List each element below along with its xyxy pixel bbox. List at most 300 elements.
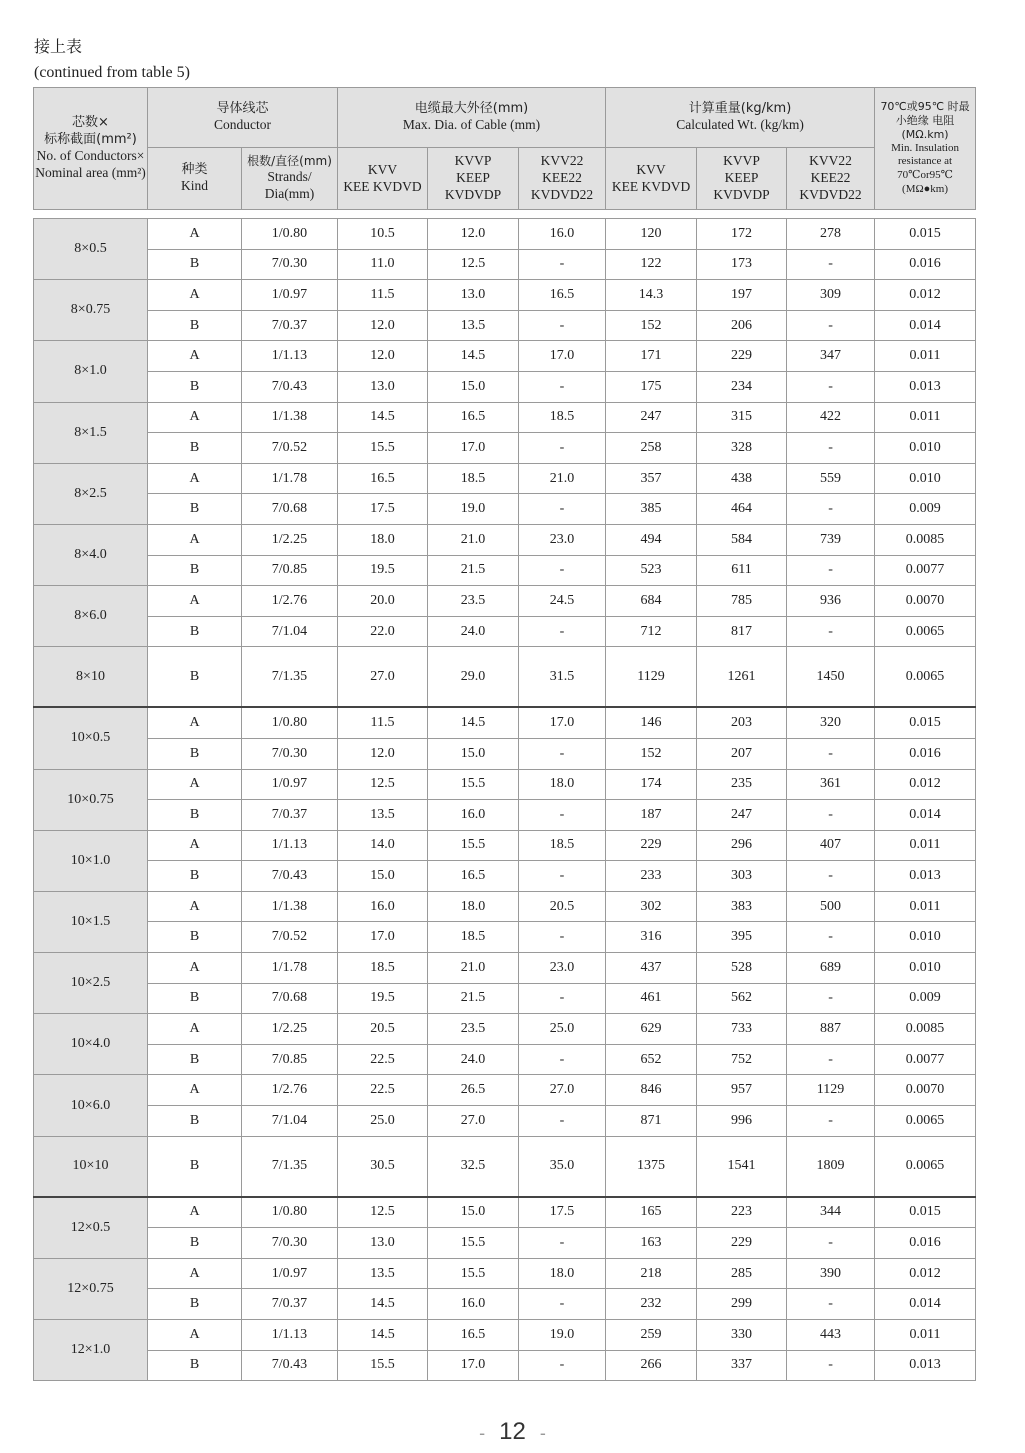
cell-w3: - — [787, 1044, 875, 1075]
cell-d2: 12.0 — [428, 219, 519, 250]
cell-d2: 15.5 — [428, 769, 519, 800]
table-row — [34, 616, 976, 647]
cell-kind: A — [148, 341, 242, 372]
header-spec-cn2: 标称截面(mm²) — [44, 131, 137, 147]
cell-strands: 1/1.13 — [242, 830, 338, 861]
cell-w3: 422 — [787, 402, 875, 433]
cell-strands: 1/2.25 — [242, 524, 338, 555]
col-label: KVDVD22 — [530, 186, 594, 202]
cell-d3: 18.0 — [519, 1258, 606, 1289]
table-row — [34, 463, 976, 494]
table-row — [34, 1136, 976, 1197]
cell-w2: 733 — [697, 1014, 787, 1045]
cell-strands: 7/1.04 — [242, 616, 338, 647]
header-spec-en: No. of Conductors× Nominal area (mm²) — [35, 147, 146, 180]
cell-d2: 23.5 — [428, 586, 519, 617]
cell-kind: A — [148, 953, 242, 984]
cell-kind: A — [148, 1075, 242, 1106]
cell-w2: 285 — [697, 1258, 787, 1289]
cell-r: 0.0085 — [875, 1014, 976, 1045]
col-label: KEE KVDVD — [343, 178, 422, 194]
cell-strands: 7/0.43 — [242, 371, 338, 402]
cell-w2: 395 — [697, 922, 787, 953]
table-row — [34, 555, 976, 586]
cell-w1: 259 — [606, 1320, 697, 1351]
cell-w1: 165 — [606, 1197, 697, 1228]
cell-w3: 689 — [787, 953, 875, 984]
cell-kind: B — [148, 800, 242, 831]
cell-w2: 438 — [697, 463, 787, 494]
col-label: KEEP — [724, 170, 759, 186]
cell-w1: 229 — [606, 830, 697, 861]
cell-strands: 7/0.30 — [242, 1228, 338, 1259]
cell-kind: A — [148, 1258, 242, 1289]
cell-r: 0.015 — [875, 707, 976, 738]
col-label: KEE KVDVD — [611, 178, 691, 194]
header-strands-en: Strands/ Dia(mm) — [264, 169, 315, 201]
cell-strands: 7/0.37 — [242, 1289, 338, 1320]
table-body — [34, 219, 976, 1381]
cell-d3: - — [519, 249, 606, 280]
table-row — [34, 1197, 976, 1228]
cell-d2: 14.5 — [428, 707, 519, 738]
spec-cell: 12×0.5 — [34, 1197, 148, 1259]
cell-w3: 559 — [787, 463, 875, 494]
cell-d2: 21.0 — [428, 524, 519, 555]
cell-w3: - — [787, 371, 875, 402]
header-max-dia-en: Max. Dia. of Cable (mm) — [402, 117, 541, 133]
cell-kind: B — [148, 310, 242, 341]
cell-kind: A — [148, 707, 242, 738]
cell-w3: 887 — [787, 1014, 875, 1045]
cell-d1: 27.0 — [338, 647, 428, 708]
cell-kind: B — [148, 1228, 242, 1259]
page-heading-cn: 接上表 — [34, 37, 83, 56]
col-label: KVDVDP — [444, 186, 502, 202]
cell-r: 0.009 — [875, 983, 976, 1014]
cell-r: 0.0085 — [875, 524, 976, 555]
header-spec-cn: 芯数× — [72, 115, 109, 131]
cell-kind: A — [148, 1320, 242, 1351]
table-row — [34, 953, 976, 984]
table-row — [34, 219, 976, 250]
cell-w1: 357 — [606, 463, 697, 494]
table-row — [34, 769, 976, 800]
cell-d3: 23.0 — [519, 524, 606, 555]
cell-r: 0.014 — [875, 1289, 976, 1320]
cell-d3: - — [519, 738, 606, 769]
cell-kind: B — [148, 433, 242, 464]
cell-d2: 32.5 — [428, 1136, 519, 1197]
cell-w2: 247 — [697, 800, 787, 831]
cell-strands: 7/0.30 — [242, 738, 338, 769]
header-strands — [242, 148, 338, 210]
cell-d3: 18.5 — [519, 830, 606, 861]
col-label: KVV — [367, 161, 398, 177]
cell-w3: - — [787, 983, 875, 1014]
cell-w3: 347 — [787, 341, 875, 372]
header-wt-kvv22 — [787, 148, 875, 210]
cell-d1: 16.0 — [338, 891, 428, 922]
cell-w2: 235 — [697, 769, 787, 800]
cell-w3: - — [787, 1350, 875, 1381]
cell-kind: B — [148, 922, 242, 953]
cell-kind: B — [148, 647, 242, 708]
table-row — [34, 1228, 976, 1259]
cell-w3: - — [787, 616, 875, 647]
table-row — [34, 1044, 976, 1075]
cell-w1: 302 — [606, 891, 697, 922]
cell-w2: 234 — [697, 371, 787, 402]
table-row — [34, 371, 976, 402]
header-conductor-cn: 导体线芯 — [216, 100, 269, 116]
cell-d2: 17.0 — [428, 433, 519, 464]
cell-r: 0.010 — [875, 433, 976, 464]
cell-strands: 1/1.38 — [242, 402, 338, 433]
cell-d3: 19.0 — [519, 1320, 606, 1351]
cell-d1: 13.5 — [338, 1258, 428, 1289]
cell-d3: - — [519, 861, 606, 892]
table-row — [34, 249, 976, 280]
cell-w1: 152 — [606, 738, 697, 769]
cell-w2: 207 — [697, 738, 787, 769]
cell-strands: 1/1.78 — [242, 953, 338, 984]
cell-w2: 337 — [697, 1350, 787, 1381]
cell-kind: A — [148, 1014, 242, 1045]
cell-d1: 12.5 — [338, 769, 428, 800]
cell-d3: 25.0 — [519, 1014, 606, 1045]
cell-w2: 611 — [697, 555, 787, 586]
cell-r: 0.0077 — [875, 555, 976, 586]
cell-w1: 174 — [606, 769, 697, 800]
cell-w3: - — [787, 922, 875, 953]
spec-cell: 10×10 — [34, 1136, 148, 1197]
cell-r: 0.016 — [875, 738, 976, 769]
cell-strands: 1/1.78 — [242, 463, 338, 494]
cell-w3: - — [787, 249, 875, 280]
cell-d2: 16.5 — [428, 1320, 519, 1351]
cell-w1: 846 — [606, 1075, 697, 1106]
table-row — [34, 310, 976, 341]
header-gap — [34, 210, 976, 219]
cell-r: 0.009 — [875, 494, 976, 525]
cell-d2: 17.0 — [428, 1350, 519, 1381]
cell-w2: 296 — [697, 830, 787, 861]
cell-d3: 17.0 — [519, 341, 606, 372]
header-wt-kvv — [606, 148, 697, 210]
cell-strands: 7/0.85 — [242, 555, 338, 586]
cell-kind: B — [148, 1350, 242, 1381]
cell-d1: 15.5 — [338, 1350, 428, 1381]
cell-r: 0.010 — [875, 953, 976, 984]
cell-strands: 7/0.68 — [242, 983, 338, 1014]
cell-w1: 171 — [606, 341, 697, 372]
cell-d2: 16.5 — [428, 402, 519, 433]
cell-w2: 817 — [697, 616, 787, 647]
header-kind — [148, 148, 242, 210]
cell-strands: 1/0.80 — [242, 707, 338, 738]
spec-cell: 8×4.0 — [34, 524, 148, 585]
cell-w2: 206 — [697, 310, 787, 341]
cell-d2: 26.5 — [428, 1075, 519, 1106]
table-row — [34, 922, 976, 953]
cell-d2: 14.5 — [428, 341, 519, 372]
cell-kind: B — [148, 861, 242, 892]
cell-d3: 23.0 — [519, 953, 606, 984]
cell-d1: 13.5 — [338, 800, 428, 831]
cell-strands: 1/0.80 — [242, 219, 338, 250]
cell-d2: 15.0 — [428, 1197, 519, 1228]
cell-d1: 18.0 — [338, 524, 428, 555]
cell-kind: B — [148, 1106, 242, 1137]
cell-w1: 122 — [606, 249, 697, 280]
cell-r: 0.016 — [875, 1228, 976, 1259]
cell-r: 0.010 — [875, 922, 976, 953]
cell-r: 0.015 — [875, 1197, 976, 1228]
cell-r: 0.013 — [875, 1350, 976, 1381]
cell-r: 0.0070 — [875, 586, 976, 617]
cell-r: 0.0065 — [875, 616, 976, 647]
spec-cell: 8×0.75 — [34, 280, 148, 341]
cell-d1: 25.0 — [338, 1106, 428, 1137]
col-label: KVVP — [723, 153, 760, 169]
cell-d3: 18.5 — [519, 402, 606, 433]
cell-w3: - — [787, 555, 875, 586]
cell-d2: 13.5 — [428, 310, 519, 341]
cell-r: 0.016 — [875, 249, 976, 280]
cell-w1: 232 — [606, 1289, 697, 1320]
header-conductor-en: Conductor — [214, 117, 271, 133]
cell-d3: - — [519, 1106, 606, 1137]
cell-d3: 27.0 — [519, 1075, 606, 1106]
cell-d1: 19.5 — [338, 555, 428, 586]
header-conductor — [148, 88, 338, 148]
spec-cell: 8×0.5 — [34, 219, 148, 280]
cell-d3: 18.0 — [519, 769, 606, 800]
cell-kind: B — [148, 494, 242, 525]
cell-w1: 233 — [606, 861, 697, 892]
cell-w1: 266 — [606, 1350, 697, 1381]
cell-d2: 21.0 — [428, 953, 519, 984]
cell-strands: 7/0.37 — [242, 310, 338, 341]
cell-d2: 16.5 — [428, 861, 519, 892]
cell-d3: - — [519, 1350, 606, 1381]
cell-kind: A — [148, 524, 242, 555]
cell-kind: B — [148, 249, 242, 280]
cell-kind: B — [148, 983, 242, 1014]
spec-cell: 10×6.0 — [34, 1075, 148, 1136]
table-row — [34, 494, 976, 525]
header-insulation-en: Min. Insulation resistance at 70℃or95℃ (MΩ●km) — [891, 141, 959, 195]
cell-kind: A — [148, 219, 242, 250]
cell-w1: 175 — [606, 371, 697, 402]
cell-strands: 1/2.76 — [242, 586, 338, 617]
spec-cell: 12×0.75 — [34, 1258, 148, 1319]
cell-d1: 19.5 — [338, 983, 428, 1014]
cell-w2: 229 — [697, 1228, 787, 1259]
cell-r: 0.012 — [875, 280, 976, 311]
spec-cell: 10×0.75 — [34, 769, 148, 830]
cell-d2: 15.5 — [428, 830, 519, 861]
page-dash-right: - — [539, 1423, 546, 1443]
spec-cell: 8×10 — [34, 647, 148, 708]
cell-w2: 197 — [697, 280, 787, 311]
cell-w1: 163 — [606, 1228, 697, 1259]
table-row — [34, 707, 976, 738]
cell-d3: 17.0 — [519, 707, 606, 738]
table-row — [34, 830, 976, 861]
cell-kind: A — [148, 402, 242, 433]
cell-d2: 19.0 — [428, 494, 519, 525]
cell-strands: 7/0.85 — [242, 1044, 338, 1075]
cell-d1: 11.0 — [338, 249, 428, 280]
cell-strands: 1/0.80 — [242, 1197, 338, 1228]
cell-d2: 21.5 — [428, 555, 519, 586]
header-dia-kvv22 — [519, 148, 606, 210]
cell-w3: - — [787, 433, 875, 464]
table-row — [34, 402, 976, 433]
cell-r: 0.013 — [875, 861, 976, 892]
col-label: KVV22 — [809, 153, 852, 169]
cell-d3: - — [519, 371, 606, 402]
header-dia-kvv — [338, 148, 428, 210]
cell-w2: 562 — [697, 983, 787, 1014]
spec-cell: 10×1.5 — [34, 891, 148, 952]
table-row — [34, 800, 976, 831]
cell-w2: 330 — [697, 1320, 787, 1351]
cell-d3: - — [519, 555, 606, 586]
cell-r: 0.0065 — [875, 1136, 976, 1197]
cell-d1: 15.0 — [338, 861, 428, 892]
page-number-text: 12 — [499, 1418, 526, 1445]
cell-strands: 7/1.35 — [242, 647, 338, 708]
cell-r: 0.0065 — [875, 1106, 976, 1137]
cell-r: 0.0077 — [875, 1044, 976, 1075]
spec-cell: 8×2.5 — [34, 463, 148, 524]
cell-d3: 20.5 — [519, 891, 606, 922]
cell-strands: 1/1.13 — [242, 1320, 338, 1351]
cell-w1: 218 — [606, 1258, 697, 1289]
cell-w3: 320 — [787, 707, 875, 738]
table-row — [34, 983, 976, 1014]
cell-strands: 1/1.13 — [242, 341, 338, 372]
cell-w1: 1375 — [606, 1136, 697, 1197]
cell-w3: 1450 — [787, 647, 875, 708]
cell-w3: 1809 — [787, 1136, 875, 1197]
col-label: KVVP — [454, 153, 492, 169]
cell-w2: 172 — [697, 219, 787, 250]
cell-kind: B — [148, 1289, 242, 1320]
cell-w1: 152 — [606, 310, 697, 341]
cell-w2: 203 — [697, 707, 787, 738]
cell-w3: - — [787, 800, 875, 831]
table-row — [34, 1014, 976, 1045]
cell-w3: 936 — [787, 586, 875, 617]
cell-d1: 11.5 — [338, 707, 428, 738]
cell-w1: 1129 — [606, 647, 697, 708]
table-row — [34, 1350, 976, 1381]
cell-d1: 10.5 — [338, 219, 428, 250]
header-max-dia-cn: 电缆最大外径(mm) — [414, 100, 529, 116]
cell-kind: A — [148, 463, 242, 494]
header-weight — [606, 88, 875, 148]
cell-w1: 494 — [606, 524, 697, 555]
header-kind-en: Kind — [181, 178, 208, 194]
cell-d1: 14.5 — [338, 402, 428, 433]
cell-strands: 1/0.97 — [242, 1258, 338, 1289]
cell-d1: 14.0 — [338, 830, 428, 861]
cell-strands: 1/1.38 — [242, 891, 338, 922]
cell-strands: 7/0.37 — [242, 800, 338, 831]
cell-d3: - — [519, 616, 606, 647]
cell-w1: 871 — [606, 1106, 697, 1137]
cell-strands: 7/1.35 — [242, 1136, 338, 1197]
spec-cell: 8×6.0 — [34, 586, 148, 647]
cell-d2: 27.0 — [428, 1106, 519, 1137]
table-row — [34, 433, 976, 464]
cell-kind: B — [148, 616, 242, 647]
cell-w3: - — [787, 738, 875, 769]
cell-d3: 31.5 — [519, 647, 606, 708]
header-dia-kvvp — [428, 148, 519, 210]
cell-strands: 1/0.97 — [242, 280, 338, 311]
cable-spec-table — [33, 87, 976, 1381]
cell-w3: - — [787, 494, 875, 525]
cell-d1: 14.5 — [338, 1320, 428, 1351]
col-label: KVDVD22 — [799, 186, 862, 202]
cell-w1: 258 — [606, 433, 697, 464]
cell-d1: 13.0 — [338, 371, 428, 402]
table-row — [34, 1320, 976, 1351]
cell-w3: 407 — [787, 830, 875, 861]
cell-d1: 17.0 — [338, 922, 428, 953]
cell-r: 0.015 — [875, 219, 976, 250]
table-row — [34, 891, 976, 922]
cell-d1: 12.0 — [338, 310, 428, 341]
cell-w2: 996 — [697, 1106, 787, 1137]
cell-d1: 22.5 — [338, 1075, 428, 1106]
cell-w1: 437 — [606, 953, 697, 984]
cell-w2: 464 — [697, 494, 787, 525]
cell-kind: B — [148, 371, 242, 402]
cell-d1: 11.5 — [338, 280, 428, 311]
table-row — [34, 1289, 976, 1320]
cell-w3: 344 — [787, 1197, 875, 1228]
header-spec — [34, 88, 148, 210]
cell-kind: A — [148, 891, 242, 922]
cell-strands: 7/1.04 — [242, 1106, 338, 1137]
cell-d2: 18.5 — [428, 922, 519, 953]
cell-d1: 14.5 — [338, 1289, 428, 1320]
cell-d3: - — [519, 800, 606, 831]
cell-d3: 17.5 — [519, 1197, 606, 1228]
cell-w1: 247 — [606, 402, 697, 433]
col-label: KVV22 — [540, 153, 584, 169]
cell-d3: 35.0 — [519, 1136, 606, 1197]
cell-d1: 22.5 — [338, 1044, 428, 1075]
cell-w1: 316 — [606, 922, 697, 953]
table-row — [34, 647, 976, 708]
cell-r: 0.011 — [875, 402, 976, 433]
cell-d1: 12.0 — [338, 738, 428, 769]
cell-kind: B — [148, 555, 242, 586]
cell-d1: 22.0 — [338, 616, 428, 647]
cell-d3: - — [519, 1228, 606, 1259]
table-header — [34, 88, 976, 219]
cell-w3: 278 — [787, 219, 875, 250]
cell-d1: 20.5 — [338, 1014, 428, 1045]
cell-strands: 7/0.68 — [242, 494, 338, 525]
